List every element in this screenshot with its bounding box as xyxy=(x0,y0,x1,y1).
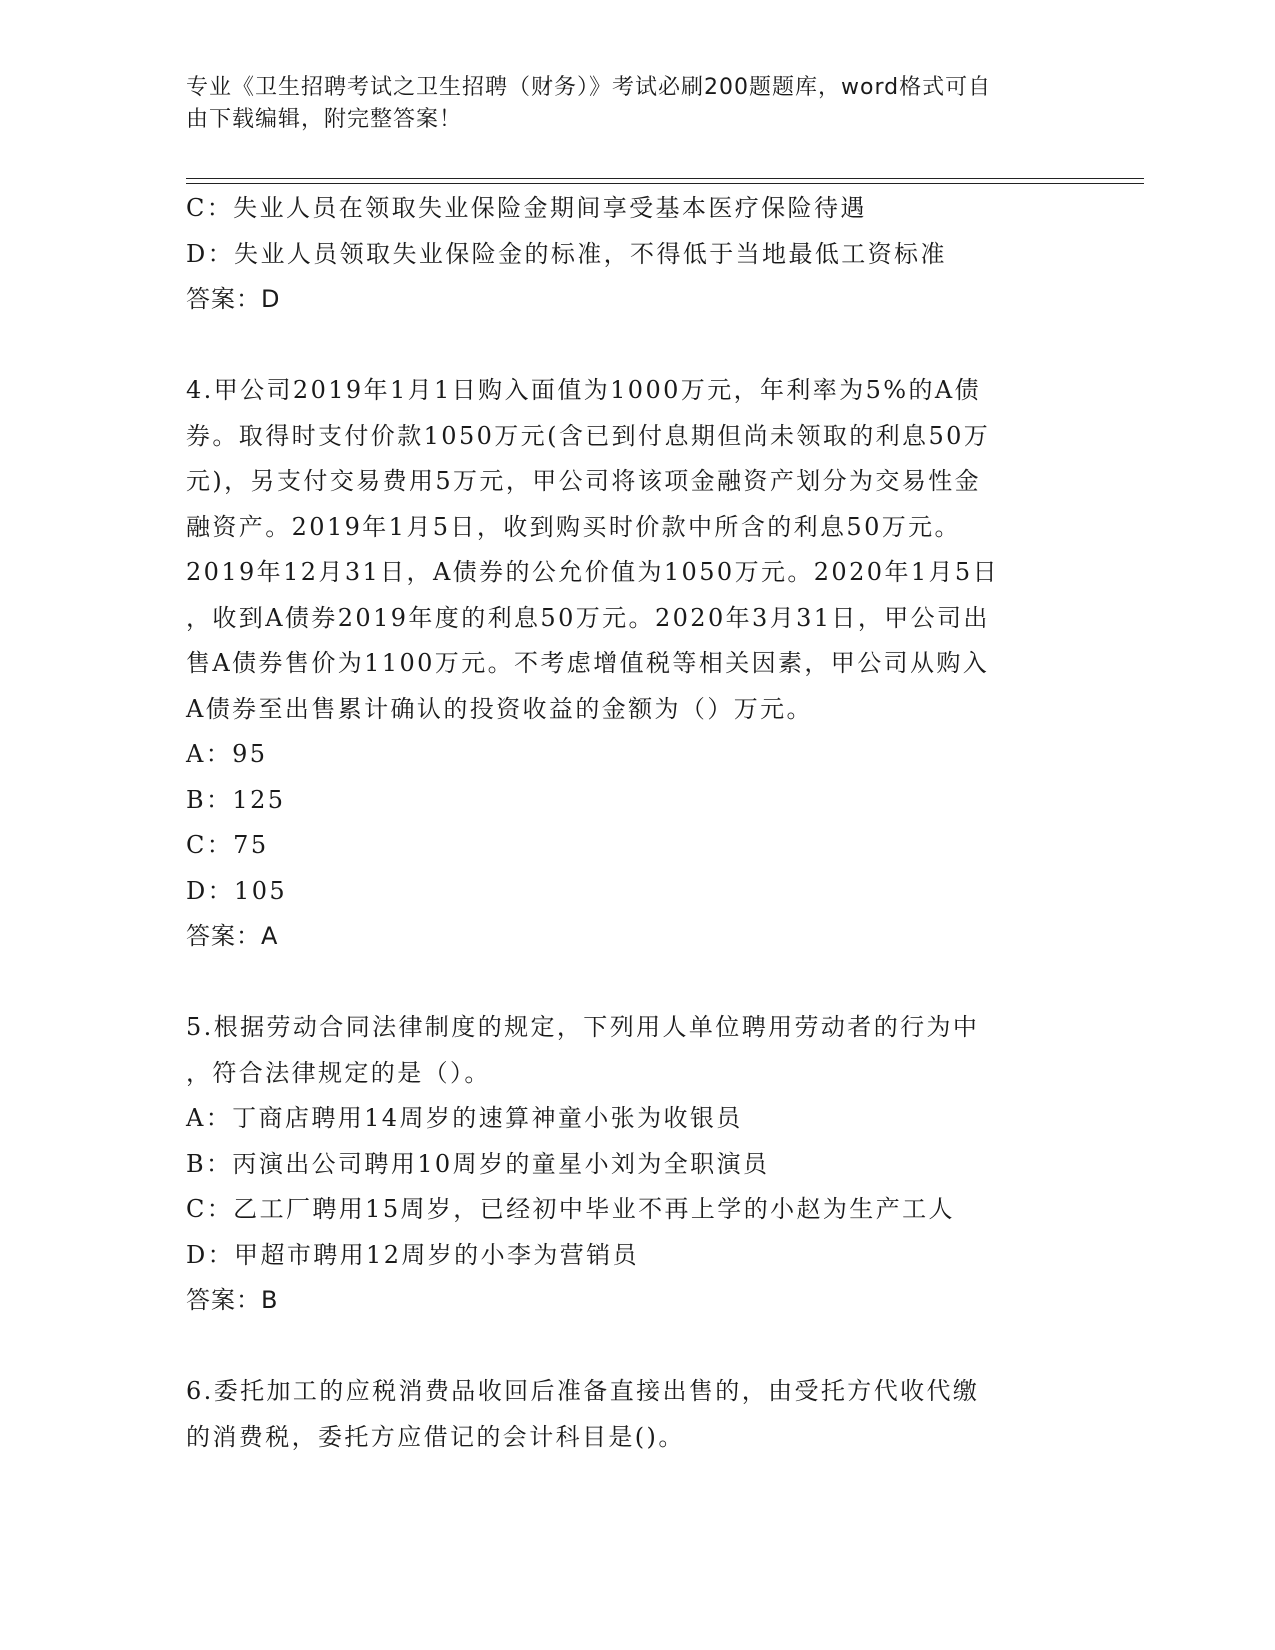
option-b: B：丙演出公司聘用10周岁的童星小刘为全职演员 xyxy=(186,1149,770,1178)
question-stem-line: 的消费税，委托方应借记的会计科目是()。 xyxy=(186,1422,685,1451)
answer-line: 答案：A xyxy=(186,922,279,950)
question-stem-line: 券。取得时支付价款1050万元(含已到付息期但尚未领取的利息50万 xyxy=(186,421,991,450)
option-d: D：105 xyxy=(186,876,288,905)
header-line-1: 专业《卫生招聘考试之卫生招聘（财务）》考试必刷200题题库，word格式可自 xyxy=(186,75,992,100)
answer-line: 答案：B xyxy=(186,1286,279,1314)
question-stem-line: 6.委托加工的应税消费品收回后准备直接出售的，由受托方代收代缴 xyxy=(186,1377,980,1405)
question-stem-line: ，符合法律规定的是（）。 xyxy=(186,1058,491,1087)
question-6 xyxy=(186,1369,1086,1460)
question-stem-line: 4.甲公司2019年1月1日购入面值为1000万元，年利率为5%的A债 xyxy=(186,376,981,404)
option-c: C：失业人员在领取失业保险金期间享受基本医疗保险待遇 xyxy=(186,194,867,222)
question-stem-line: ，收到A债券2019年度的利息50万元。2020年3月31日，甲公司出 xyxy=(186,603,990,632)
question-stem-line: 2019年12月31日，A债券的公允价值为1050万元。2020年1月5日 xyxy=(186,558,999,586)
document-header xyxy=(186,72,1066,136)
answer-line: 答案：D xyxy=(186,285,281,313)
question-stem-line: 融资产。2019年1月5日，收到购买时价款中所含的利息50万元。 xyxy=(186,512,961,541)
document-body xyxy=(186,186,1086,1460)
question-stem-line: 元)，另支付交易费用5万元，甲公司将该项金融资产划分为交易性金 xyxy=(186,467,982,495)
header-divider-top xyxy=(186,178,1144,179)
header-line-2: 由下载编辑，附完整答案！ xyxy=(186,107,463,132)
question-stem-line: 5.根据劳动合同法律制度的规定，下列用人单位聘用劳动者的行为中 xyxy=(186,1013,980,1041)
question-stem-line: A债券至出售累计确认的投资收益的金额为（）万元。 xyxy=(186,694,813,723)
option-c: C：75 xyxy=(186,831,269,859)
question-stem-line: 售A债券售价为1100万元。不考虑增值税等相关因素，甲公司从购入 xyxy=(186,649,990,677)
option-c: C：乙工厂聘用15周岁，已经初中毕业不再上学的小赵为生产工人 xyxy=(186,1195,955,1223)
option-d: D：甲超市聘用12周岁的小李为营销员 xyxy=(186,1240,639,1269)
option-a: A：95 xyxy=(186,740,268,768)
question-4 xyxy=(186,368,1086,960)
header-divider-bottom xyxy=(186,183,1144,184)
question-3-tail xyxy=(186,186,1086,323)
option-d: D：失业人员领取失业保险金的标准，不得低于当地最低工资标准 xyxy=(186,239,947,268)
option-a: A：丁商店聘用14周岁的速算神童小张为收银员 xyxy=(186,1104,743,1132)
option-b: B：125 xyxy=(186,785,286,814)
question-5 xyxy=(186,1005,1086,1324)
